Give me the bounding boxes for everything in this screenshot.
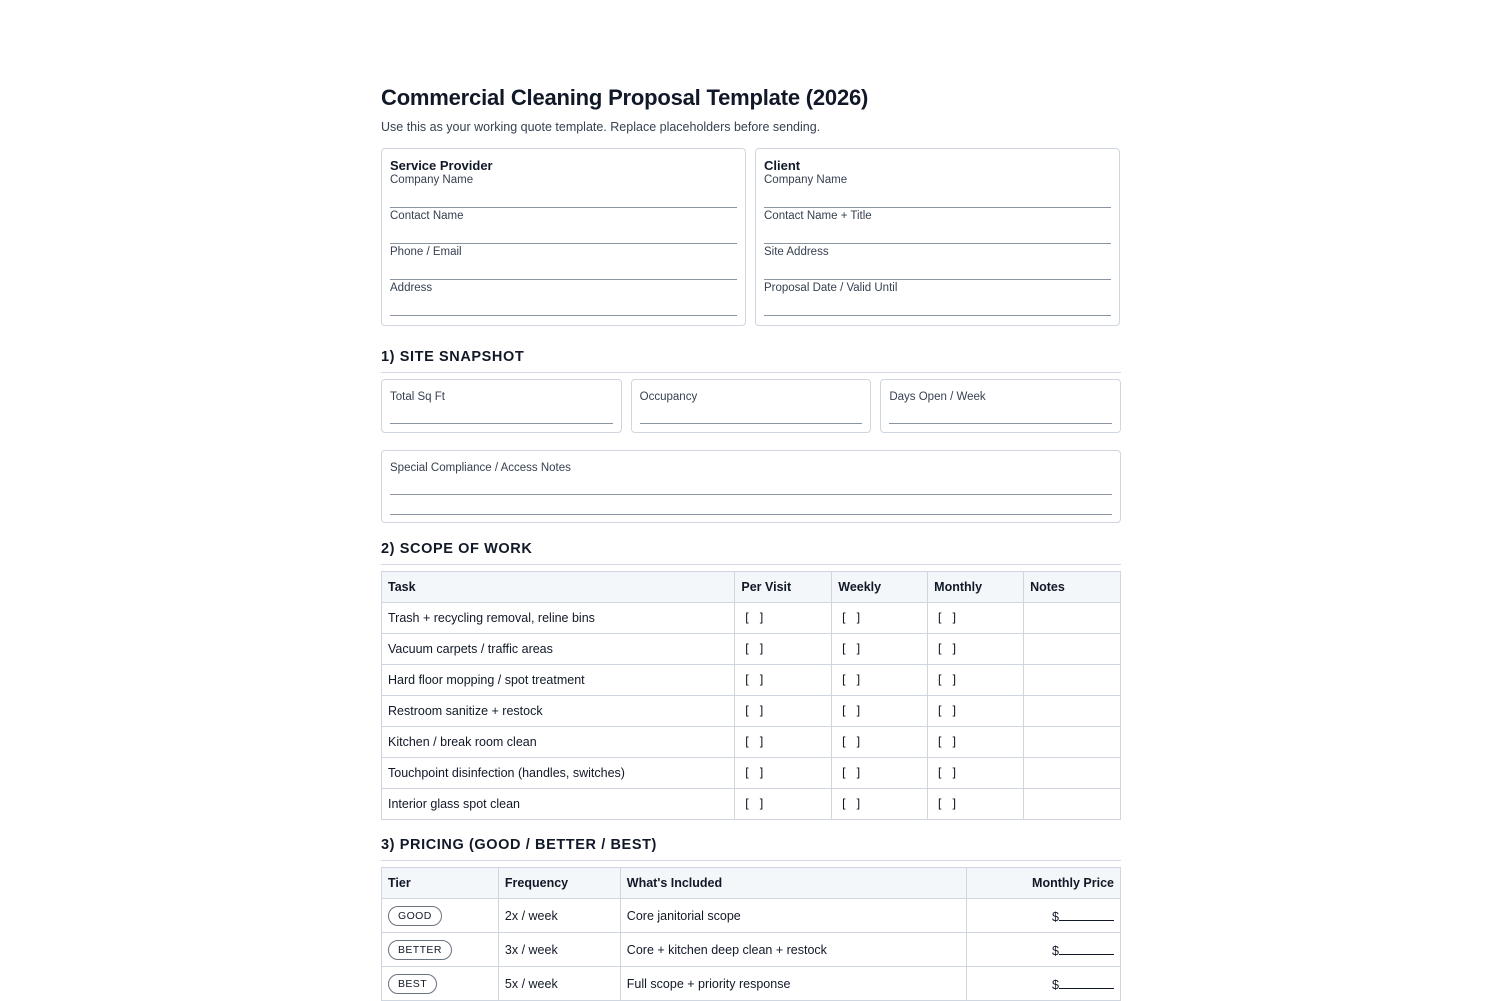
weekly-checkbox[interactable]: [ ] [832,758,928,789]
tier-badge: GOOD [388,906,442,926]
per-visit-checkbox[interactable]: [ ] [735,758,832,789]
price-input-line[interactable] [1059,908,1114,921]
input-line[interactable] [390,423,613,424]
client-card [755,148,1120,326]
frequency-cell: 3x / week [498,933,620,967]
tier-badge: BETTER [388,940,452,960]
pricing-heading: 3) PRICING (GOOD / BETTER / BEST) [381,836,1121,861]
scope-of-work-heading: 2) SCOPE OF WORK [381,540,1121,565]
site-snapshot-fields [381,379,1121,433]
frequency-cell: 5x / week [498,967,620,1001]
included-cell: Core janitorial scope [620,899,966,933]
column-header: Tier [382,868,499,899]
column-header: Monthly Price [967,868,1121,899]
compliance-notes-field[interactable] [381,450,1121,523]
table-row [382,727,1121,758]
total-sqft-field[interactable] [381,379,622,433]
column-header: What's Included [620,868,966,899]
pricing-table [381,867,1121,1001]
column-header: Per Visit [735,572,832,603]
monthly-checkbox[interactable]: [ ] [928,603,1024,634]
table-row [382,899,1121,933]
field-label: Address [390,282,433,294]
notes-cell[interactable] [1024,603,1121,634]
table-row [382,665,1121,696]
per-visit-checkbox[interactable]: [ ] [735,727,832,758]
weekly-checkbox[interactable]: [ ] [832,696,928,727]
task-name: Trash + recycling removal, reline bins [382,603,735,634]
monthly-checkbox[interactable]: [ ] [928,758,1024,789]
per-visit-checkbox[interactable]: [ ] [735,789,832,820]
weekly-checkbox[interactable]: [ ] [832,603,928,634]
price-cell[interactable] [967,967,1121,1001]
notes-cell[interactable] [1024,696,1121,727]
input-line[interactable] [640,423,863,424]
occupancy-field[interactable] [631,379,872,433]
scope-table [381,571,1121,820]
input-line[interactable] [889,423,1112,424]
table-row [382,603,1121,634]
notes-cell[interactable] [1024,758,1121,789]
table-header-row [382,572,1121,603]
table-row [382,758,1121,789]
currency-symbol: $ [1052,909,1059,924]
field-label: Contact Name [390,210,464,222]
price-cell[interactable] [967,899,1121,933]
input-line[interactable] [390,514,1112,515]
field-label: Days Open / Week [889,391,986,403]
monthly-checkbox[interactable]: [ ] [928,727,1024,758]
per-visit-checkbox[interactable]: [ ] [735,696,832,727]
field-label: Company Name [764,174,848,186]
column-header: Notes [1024,572,1121,603]
field-label: Phone / Email [390,246,462,258]
per-visit-checkbox[interactable]: [ ] [735,665,832,696]
weekly-checkbox[interactable]: [ ] [832,789,928,820]
input-line[interactable] [764,243,1111,244]
included-cell: Full scope + priority response [620,967,966,1001]
table-row [382,696,1121,727]
monthly-checkbox[interactable]: [ ] [928,696,1024,727]
input-line[interactable] [764,207,1111,208]
input-line[interactable] [764,315,1111,316]
table-row [382,634,1121,665]
provider-company-field[interactable] [390,173,737,209]
proposal-document [381,84,1121,992]
field-label: Site Address [764,246,829,258]
party-cards [381,148,1121,326]
client-company-field[interactable] [764,173,1111,209]
per-visit-checkbox[interactable]: [ ] [735,603,832,634]
field-label: Contact Name + Title [764,210,872,222]
notes-cell[interactable] [1024,789,1121,820]
service-provider-card [381,148,746,326]
column-header: Task [382,572,735,603]
client-site-address-field[interactable] [764,245,1111,281]
tier-cell [382,899,499,933]
field-label: Special Compliance / Access Notes [390,462,571,474]
field-label: Proposal Date / Valid Until [764,282,898,294]
days-open-field[interactable] [880,379,1121,433]
currency-symbol: $ [1052,977,1059,992]
notes-cell[interactable] [1024,634,1121,665]
page-subtitle: Use this as your working quote template. Replace placeholders before sending. [381,120,821,134]
field-label: Occupancy [639,391,698,403]
task-name: Restroom sanitize + restock [382,696,735,727]
tier-badge: BEST [388,974,437,994]
provider-contact-field[interactable] [390,209,737,245]
site-snapshot-heading: 1) SITE SNAPSHOT [381,348,1121,373]
column-header: Monthly [928,572,1024,603]
monthly-checkbox[interactable]: [ ] [928,665,1024,696]
input-line[interactable] [390,315,737,316]
price-input-line[interactable] [1059,942,1114,955]
task-name: Hard floor mopping / spot treatment [382,665,735,696]
service-provider-heading: Service Provider [390,158,493,173]
column-header: Frequency [498,868,620,899]
tier-cell [382,933,499,967]
task-name: Kitchen / break room clean [382,727,735,758]
field-label: Company Name [390,174,474,186]
monthly-checkbox[interactable]: [ ] [928,789,1024,820]
column-header: Weekly [832,572,928,603]
frequency-cell: 2x / week [498,899,620,933]
table-row [382,967,1121,1001]
price-input-line[interactable] [1059,976,1114,989]
input-line[interactable] [390,243,737,244]
per-visit-checkbox[interactable]: [ ] [735,634,832,665]
task-name: Touchpoint disinfection (handles, switches) [382,758,735,789]
weekly-checkbox[interactable]: [ ] [832,727,928,758]
task-name: Vacuum carpets / traffic areas [382,634,735,665]
currency-symbol: $ [1052,943,1059,958]
page-title: Commercial Cleaning Proposal Template (2026) [381,85,869,110]
provider-phone-email-field[interactable] [390,245,737,281]
tier-cell [382,967,499,1001]
table-row [382,933,1121,967]
notes-cell[interactable] [1024,665,1121,696]
input-line[interactable] [390,207,737,208]
price-cell[interactable] [967,933,1121,967]
field-label: Total Sq Ft [390,391,445,403]
included-cell: Core + kitchen deep clean + restock [620,933,966,967]
weekly-checkbox[interactable]: [ ] [832,634,928,665]
input-line[interactable] [390,494,1112,495]
table-row [382,789,1121,820]
input-line[interactable] [764,279,1111,280]
table-header-row [382,868,1121,899]
client-contact-field[interactable] [764,209,1111,245]
notes-cell[interactable] [1024,727,1121,758]
client-proposal-date-field[interactable] [764,281,1111,317]
task-name: Interior glass spot clean [382,789,735,820]
provider-address-field[interactable] [390,281,737,317]
client-heading: Client [764,158,801,173]
monthly-checkbox[interactable]: [ ] [928,634,1024,665]
weekly-checkbox[interactable]: [ ] [832,665,928,696]
input-line[interactable] [390,279,737,280]
